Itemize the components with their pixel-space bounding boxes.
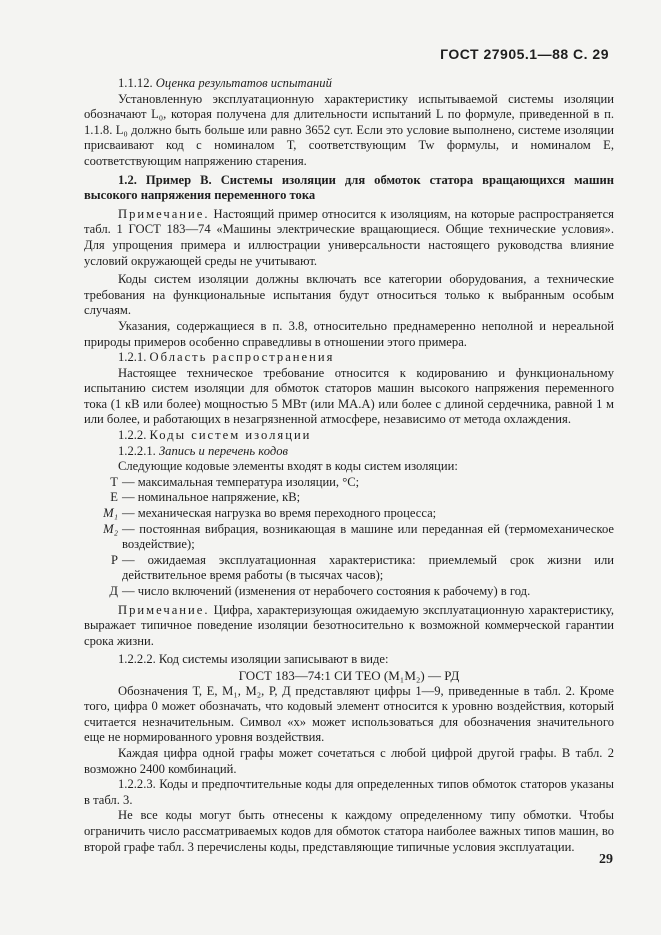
code-element-m1 bbox=[84, 506, 614, 522]
code-element-p bbox=[84, 553, 614, 584]
note-label: Примечание. bbox=[118, 602, 210, 617]
code-description: — постоянная вибрация, возникающая в машине или переданная ей (термомеханическое воздействие); bbox=[122, 521, 614, 552]
code-element-t bbox=[84, 475, 614, 491]
paragraph: Следующие кодовые элементы входят в коды систем изоляции: bbox=[118, 459, 458, 474]
section-number: 1.2.2. bbox=[118, 428, 147, 443]
paragraph: Установленную эксплуатационную характеристику испытываемой системы изоляции обозначают L₀, которая получена для длительности испытаний L по формуле, приведенной в п. 1.1.8. L₀ должно быть больше или равно 3652 сут. Если это условие выполнено, системе изоляции присваивают код с номиналом Т, соответствующим Tw формулы, и номиналом Е, соответствующим напряжению старения. bbox=[84, 91, 614, 168]
section-number: 1.2.1. bbox=[118, 350, 147, 365]
section-number: 1.1.12. bbox=[118, 76, 153, 90]
section-1-2-1-heading bbox=[84, 350, 614, 366]
note-label: Примечание. bbox=[118, 206, 210, 221]
code-element-list bbox=[84, 475, 614, 600]
paragraph: Каждая цифра одной графы может сочетаться с любой цифрой другой графы. В табл. 2 возможно 2400 комбинаций. bbox=[84, 745, 614, 776]
note-1 bbox=[84, 207, 614, 269]
code-symbol: Р bbox=[110, 552, 118, 567]
paragraph: Указания, содержащиеся в п. 3.8, относительно преднамеренно неполной и нереальной природы примеров особенно справедливы в отношении этого примера. bbox=[84, 318, 614, 349]
paragraph: Коды систем изоляции должны включать все категории оборудования, а технические требования на функциональные испытания будут относиться только к выбранным особым случаям. bbox=[84, 272, 614, 318]
code-symbol: Е bbox=[110, 490, 118, 505]
code-symbol: M₁ bbox=[103, 506, 118, 521]
code-symbol: M₂ bbox=[103, 521, 118, 536]
note-text: Цифра, характеризующая ожидаемую эксплуатационную характеристику, выражает типичное поведение изоляции безотносительно к возможной коммерческой гарантии срока жизни. bbox=[84, 602, 614, 648]
section-1-2-2-1-heading bbox=[84, 444, 614, 460]
section-title: Область распространения bbox=[149, 350, 335, 365]
paragraph: Не все коды могут быть отнесены к каждому определенному типу обмотки. Чтобы ограничить число рассматриваемых кодов для обмоток статора наиболее важных типов машин, во второй графе табл. 3 перечислены коды, представляющие типичные условия эксплуатации. bbox=[84, 808, 614, 854]
code-symbol: Д bbox=[109, 584, 118, 598]
section-title: Запись и перечень кодов bbox=[158, 443, 288, 458]
paragraph: Настоящее техническое требование относится к кодированию и функциональному испытанию систем изоляции для обмоток статоров машин высокого напряжения переменного тока (1 кВ или более) мощностью 5 МВт (или МА.А) или более с длиной сердечника, равной 1 м или более, и работающих в незагрязненной атмосфере, независимо от метода охлаждения. bbox=[84, 365, 614, 427]
section-title: Оценка результатов испытаний bbox=[155, 76, 332, 90]
section-1-1-12-heading bbox=[84, 76, 614, 92]
paragraph: 1.2.2.2. Код системы изоляции записывают в виде: bbox=[118, 652, 389, 667]
code-formula: ГОСТ 183—74:1 СИ ТЕО (M₁M₂) — РД bbox=[238, 667, 460, 683]
section-title: Коды систем изоляции bbox=[149, 428, 312, 443]
note-2 bbox=[84, 603, 614, 650]
code-description: — механическая нагрузка во время переходного процесса; bbox=[122, 506, 437, 521]
page-number: 29 bbox=[599, 852, 613, 867]
code-description: — число включений (изменения от нерабочего состояния к рабочему) в год. bbox=[122, 584, 531, 598]
section-number: 1.2.2.1. bbox=[118, 443, 156, 458]
paragraph: 1.2.2.3. Коды и предпочтительные коды для определенных типов обмоток статоров указаны в табл. 3. bbox=[84, 777, 614, 807]
section-1-2-heading: 1.2. Пример В. Системы изоляции для обмоток статора вращающихся машин высокого напряжения переменного тока bbox=[84, 172, 614, 203]
code-element-d bbox=[84, 584, 614, 600]
note-text: Настоящий пример относится к изоляциям, на которые распространяется табл. 1 ГОСТ 183—74 «Машины электрические вращающиеся. Общие технические условия». Для упрощения примера и иллюстрации универсальности настоящего руководства влияние условий окружающей среды не учитывают. bbox=[84, 206, 614, 268]
page-body bbox=[84, 76, 614, 855]
paragraph: Обозначения Т, Е, M₁, M₂, Р, Д представляют цифры 1—9, приведенные в табл. 2. Кроме того, цифра 0 может обозначать, что кодовый элемент относится к уровню воздействия, который считается незначительным. Символ «х» может использоваться для обозначения значительного еще не нормированного уровня воздействия. bbox=[84, 683, 614, 745]
code-description: — ожидаемая эксплуатационная характеристика: приемлемый срок жизни или действительное время работы (в тысячах часов); bbox=[122, 552, 614, 583]
page-header: ГОСТ 27905.1—88 С. 29 bbox=[440, 46, 609, 62]
code-description: — максимальная температура изоляции, °С; bbox=[122, 474, 360, 489]
section-1-2-2-heading bbox=[84, 428, 614, 444]
code-element-e bbox=[84, 490, 614, 506]
code-symbol: Т bbox=[110, 474, 118, 489]
code-description: — номинальное напряжение, кВ; bbox=[122, 490, 301, 505]
code-element-m2 bbox=[84, 522, 614, 553]
